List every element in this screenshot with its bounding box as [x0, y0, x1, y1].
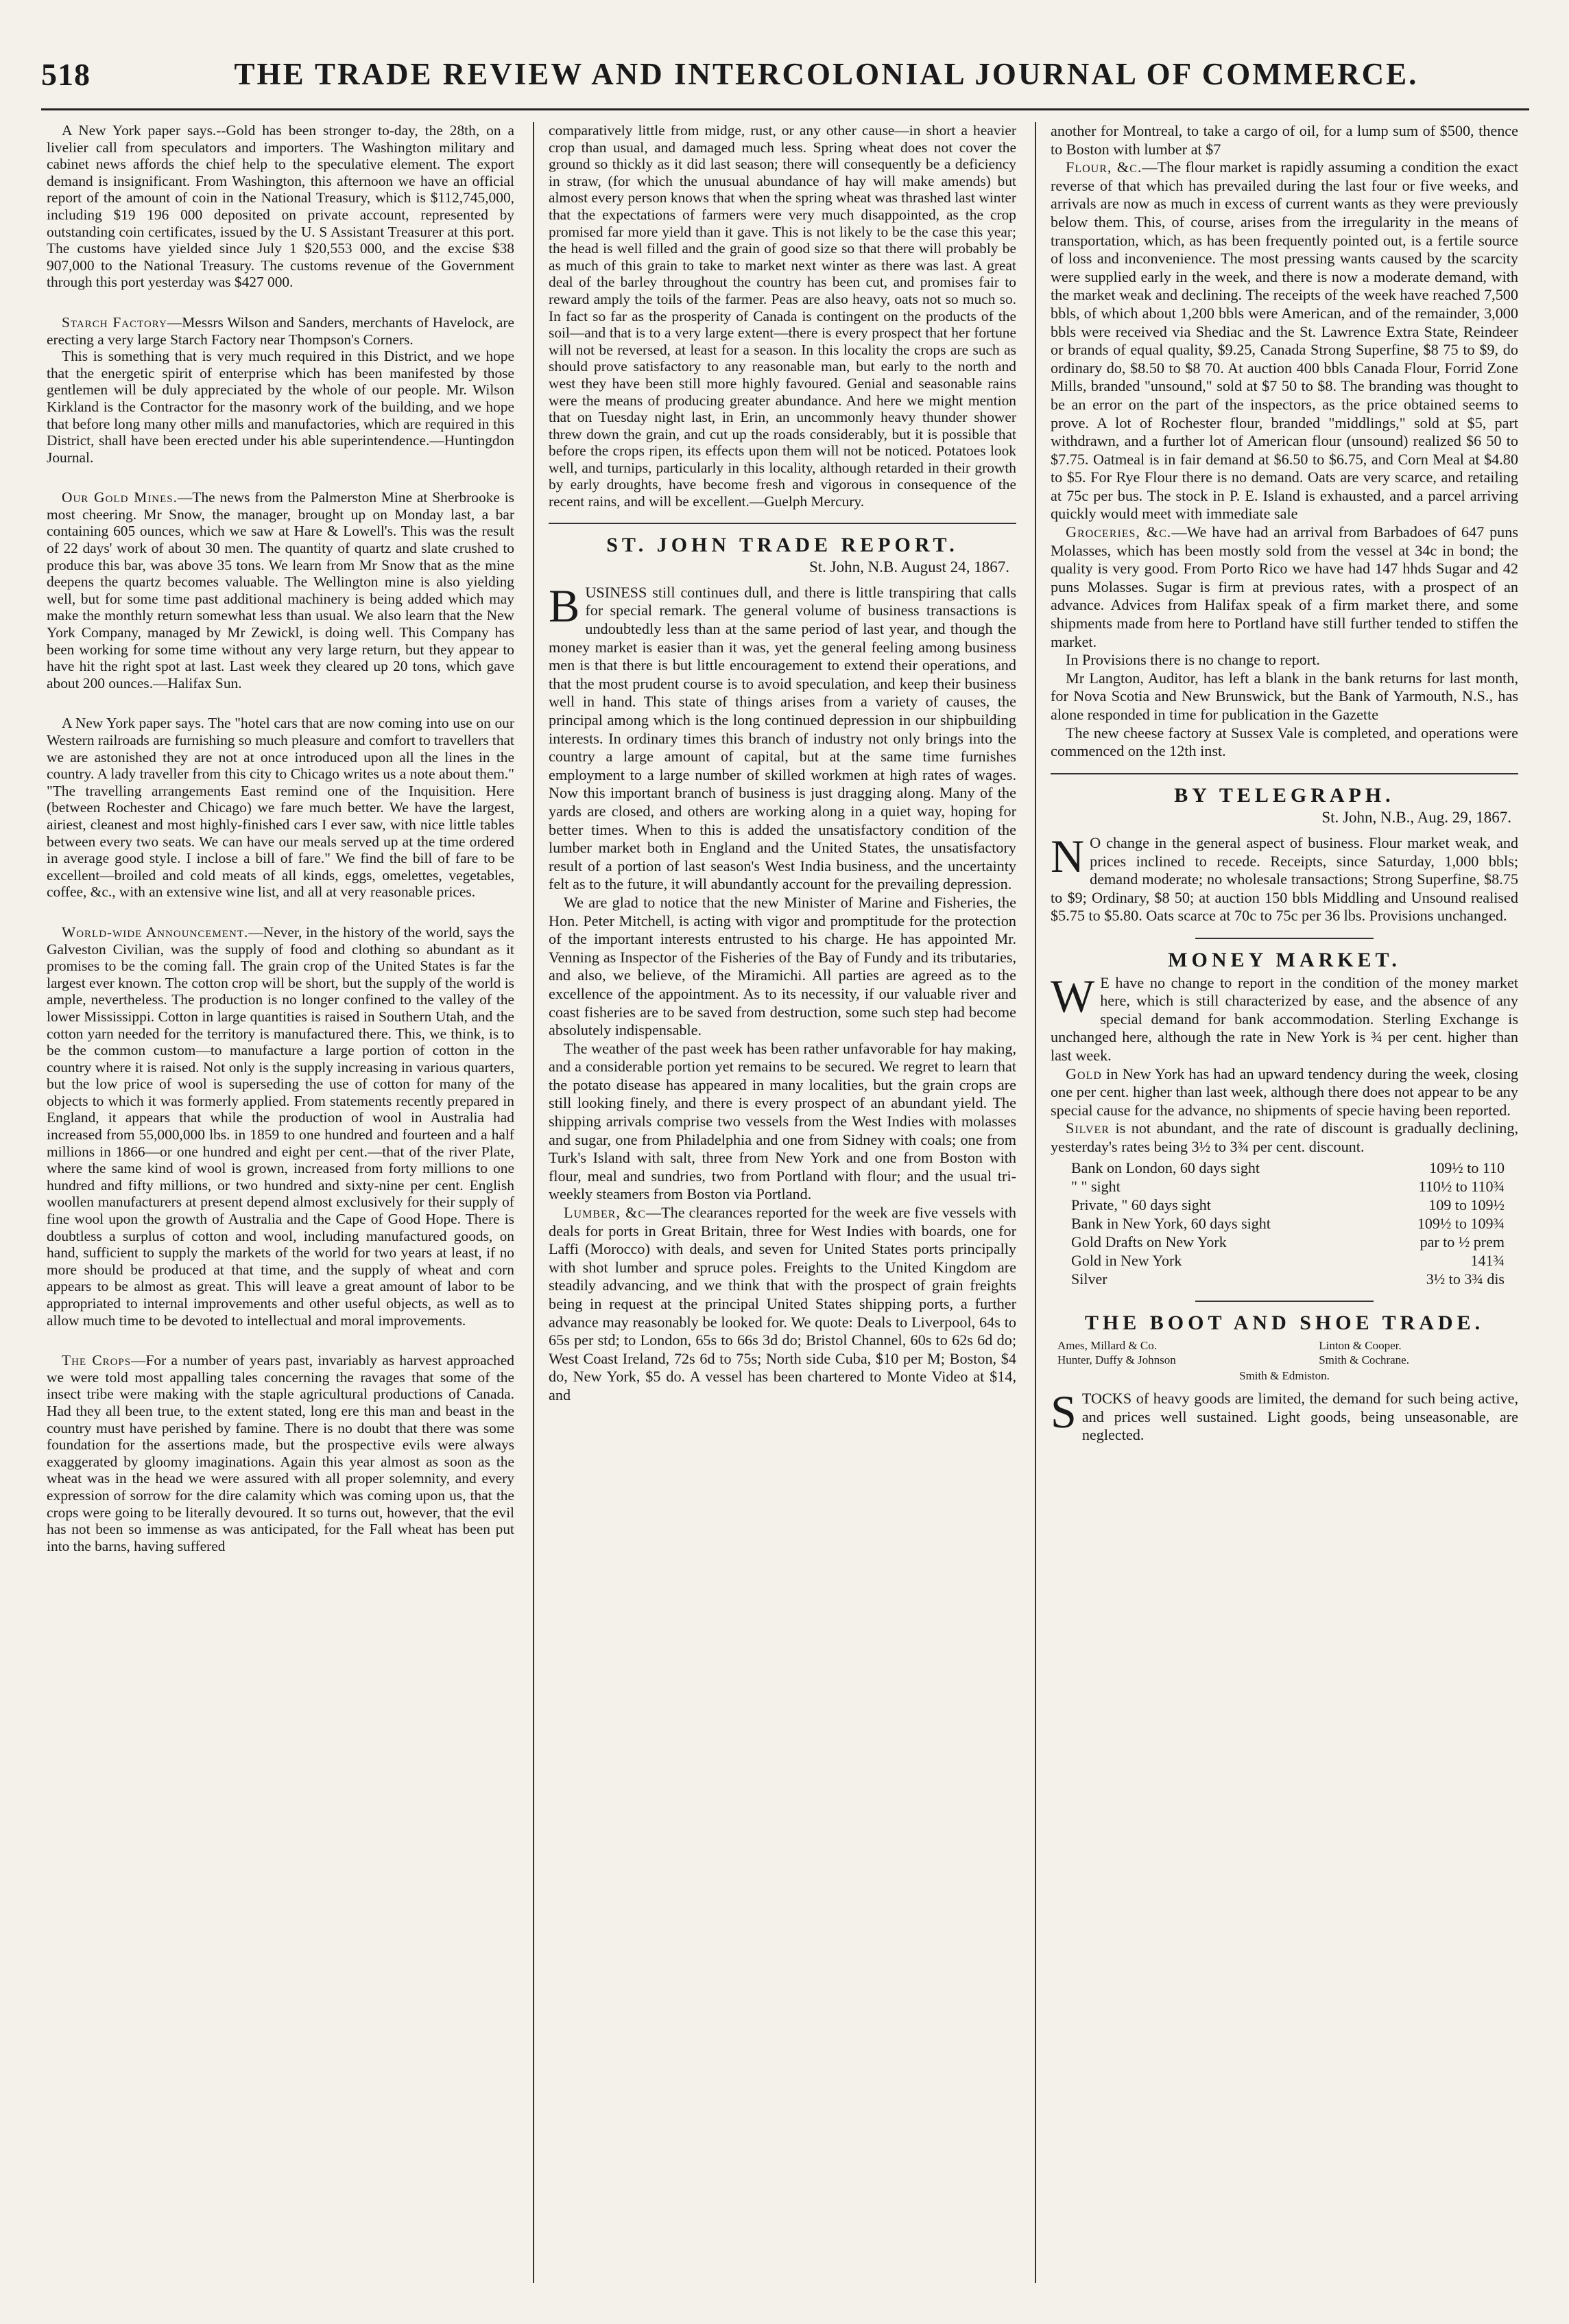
telegraph-paragraph	[1051, 829, 1518, 925]
crops-paragraph	[47, 1352, 514, 1554]
rate-label: Bank on London, 60 days sight	[1071, 1159, 1260, 1177]
provisions-paragraph: In Provisions there is no change to report.	[1066, 651, 1320, 669]
gold-mines-paragraph	[47, 489, 514, 691]
journal-title: THE TRADE REVIEW AND INTERCOLONIAL JOURNAL OF COMMERCE.	[234, 57, 1419, 91]
boot-text: TOCKS of heavy goods are limited, the demand for such being active, and prices well sustained. Light goods, being unseasonable, are neglected.	[1081, 1390, 1518, 1444]
section-rule	[549, 523, 1016, 524]
cheese-paragraph: The new cheese factory at Sussex Vale is completed, and operations were commenced on the 12th inst.	[1051, 724, 1518, 760]
groceries-lead: Groceries, &c.	[1066, 523, 1172, 541]
rate-label: Private, " 60 days sight	[1071, 1196, 1211, 1214]
rate-value: 109½ to 110	[1429, 1159, 1505, 1177]
rate-row	[1051, 1214, 1518, 1233]
rate-row	[1051, 1177, 1518, 1196]
st-john-paragraph-1	[549, 579, 1016, 894]
lumber-continued-paragraph: another for Montreal, to take a cargo of oil, for a lump sum of $500, thence to Boston with lumber at $7	[1051, 122, 1518, 158]
rate-row	[1051, 1251, 1518, 1270]
page-number: 518	[41, 57, 91, 92]
langton-paragraph: Mr Langton, Auditor, has left a blank in the bank returns for last month, for Nova Scotia and New Brunswick, but the Bank of Yarmouth, N.S., has alone responded in time for publication in the Gazette	[1051, 669, 1518, 723]
rate-row	[1051, 1270, 1518, 1288]
st-john-dropcap: B	[549, 579, 580, 632]
silver-lead: Silver	[1066, 1119, 1110, 1137]
header-rule	[41, 108, 1529, 110]
flour-lead: Flour, &c.	[1066, 158, 1142, 176]
groceries-paragraph	[1051, 523, 1518, 651]
gold-paragraph	[1051, 1065, 1518, 1120]
st-john-text-1: USINESS still continues dull, and there is little transpiring that calls for special remark. The general volume of business transactions is undoubtedly less than at the same period of last year, and though the money market is easier than it was, yet the general feeling among business men is that there is but little encouragement to extend their operations, and that the most prudent course is to avoid speculation, and keep their business well in hand. This state of things arises from a variety of causes, the principal among which is the long continued depression in our shipbuilding interests. In ordinary times this branch of industry not only brings into the country a large amount of capital, but at the same time furnishes employment to a large number of skilled workmen at high rates of wages. Now this important branch of business is just dragging along. Many of the yards are closed, and others are working along in a quiet way, hoping for better times. When to this is added the unsatisfactory condition of the lumber market both in England and the United States, the unsatisfactory result of a portion of last season's West India business, and the uncertainty felt as to the future, it will abundantly account for the prevailing depression.	[549, 583, 1016, 893]
column-divider-2	[1035, 122, 1036, 2283]
flour-paragraph	[1051, 158, 1518, 523]
starch-factory-text: —Messrs Wilson and Sanders, merchants of Havelock, are erecting a very large Starch Factory near Thompson's Corners.	[47, 313, 514, 348]
money-market-heading: MONEY MARKET.	[1168, 948, 1401, 971]
rate-value: 109½ to 109¾	[1417, 1215, 1505, 1233]
gold-text: in New York has had an upward tendency during the week, closing one per cent. higher than last week, although there does not appear to be any special cause for the advance, no shipments of specie having been reported.	[1051, 1065, 1518, 1119]
groceries-text: —We have had an arrival from Barbadoes of 647 puns Molasses, which has been mostly sold from the vessel at 34c in bond; the quality is very good. From Porto Rico we have had 147 hhds Sugar and 42 puns Molasses. Sugar is firm at previous rates, with a prospect of an advance. Advices from Halifax speak of a firm market there, and some shipments made from here to Portland have still further tended to stiffen the market.	[1051, 523, 1518, 650]
section-rule	[1195, 938, 1374, 939]
telegraph-dateline: St. John, N.B., Aug. 29, 1867.	[1321, 809, 1511, 827]
section-rule	[1051, 773, 1518, 774]
firms-center: Smith & Edmiston.	[1239, 1369, 1330, 1383]
rate-value: par to ½ prem	[1420, 1233, 1505, 1251]
starch-factory-paragraph	[47, 314, 514, 348]
rate-label: Bank in New York, 60 days sight	[1071, 1215, 1271, 1233]
rate-label: Silver	[1071, 1270, 1107, 1288]
telegraph-text: O change in the general aspect of business. Flour market weak, and prices inclined to recede. Receipts, since Saturday, 1,000 bbls; demand moderate; no wholesale transactions; Strong Superfine, $8.75 to $9; Ordinary, $8 50; at auction 150 bbls Middling and Unsound realised $5.75 to $5.80. Oats scarce at 70c to 75c per 36 lbs. Provisions unchanged.	[1051, 833, 1518, 925]
boot-shoe-heading: THE BOOT AND SHOE TRADE.	[1084, 1312, 1485, 1335]
rate-label: " " sight	[1071, 1178, 1121, 1196]
rate-label: Gold in New York	[1071, 1252, 1182, 1270]
boot-shoe-paragraph	[1051, 1386, 1518, 1445]
rate-value: 110½ to 110¾	[1418, 1178, 1505, 1196]
crops-lead: The Crops	[62, 1352, 132, 1369]
firms-right: Linton & Cooper. Smith & Cochrane.	[1319, 1339, 1409, 1367]
money-text: E have no change to report in the condition of the money market here, which is still characterized by ease, and the absence of any special demand for bank accommodation. Sterling Exchange is unchanged here, although the rate in New York is ¾ per cent. higher than last week.	[1051, 973, 1518, 1064]
column-2	[549, 122, 1016, 2290]
column-3	[1051, 122, 1518, 2290]
rate-row	[1051, 1233, 1518, 1251]
st-john-trade-report-heading: ST. JOHN TRADE REPORT.	[606, 533, 959, 556]
gold-mines-lead: Our Gold Mines.	[62, 489, 178, 506]
column-1	[47, 122, 514, 2290]
st-john-paragraph-3: The weather of the past week has been rather unfavorable for hay making, and a considerable portion yet remains to be secured. We regret to learn that the potato disease has appeared in many localities, but the grain crops are still looking finely, and there is every prospect of an abundant yield. The shipping arrivals comprise two vessels from the West Indies with molasses and sugar, one from Philadelphia and one from Sidney with coals; one from Turk's Island with salt, three from New York and one from Boston with flour, meal and sundries, two from Portland with flour; and the usual tri-weekly steamers from Boston via Portland.	[549, 1039, 1016, 1203]
page-header	[41, 54, 1529, 96]
rate-value: 141¾	[1470, 1252, 1505, 1270]
starch-factory-lead: Starch Factory	[62, 313, 167, 331]
gold-news-paragraph: A New York paper says.--Gold has been stronger to-day, the 28th, on a livelier call from speculators and importers. The Washington military and cabinet news affords the chief help to the speculative element. The export demand is insignificant. From Washington, this afternoon we have an official report of the amount of coin in the National Treasury, which is $112,745,000, including $19 196 000 deposited on private account, represented by outstanding coin certificates, issued by the U. S Assistant Treasurer at this port. The customs have yielded since July 1 $20,553 000, and the excise $38 907,000 to the National Treasury. The customs revenue of the Government through this port yesterday was $427 000.	[47, 122, 514, 291]
money-dropcap: W	[1051, 969, 1095, 1022]
crops-continued-paragraph: comparatively little from midge, rust, or any other cause—in short a heavier crop than usual, and damaged much less. Spring wheat does not cover the ground so thickly as it did last season; there will consequently be a deficiency in straw, (for which the unusual abundance of hay will make amends) but almost every person knows that when the spring wheat was thrashed last winter that the expectations of farmers were very much disappointed, as the crop promised far more yield than it gave. This is not likely to be the case this year; the head is well filled and the grain of good size so that there will probably be as much of this grain to take to market next winter as there was last. A great deal of the barley throughout the country has been cut, and promises fair to reward amply the toils of the farmer. Peas are also heavy, oats not so much so. In fact so far as the prosperity of Canada is contingent on the products of the soil—and that is to a very large extent—there is every prospect that her fortune will not be reversed, at least for a season. In this locality the crops are such as should prove satisfactory to any reasonable man, but early to the north and west they have been still more highly favoured. Genial and seasonable rains were the means of producing greater abundance. And here we might mention that on Tuesday night last, in Erin, an uncommonly heavy thunder shower threw down the grain, and cut up the roads considerably, but it is possible that before the crops ripen, its effects upon them will not be noticed. Potatoes look well, and turnips, particularly in this locality, although retarded in their growth by early droughts, have become fresh and vigorous in consequence of the recent rains, and will be excellent.—Guelph Mercury.	[549, 122, 1016, 510]
hotel-cars-paragraph: A New York paper says. The "hotel cars that are now coming into use on our Western railroads are furnishing so much pleasure and comfort to travellers that we are astonished they are not at once introduced upon all the lines in the country. A lady traveller from this city to Chicago writes us a note about them." "The travelling arrangements East remind one of the Inquisition. Here (between Rochester and Chicago) we fare much better. We have the largest, airiest, cleanest and most highly-finished cars I ever saw, with nice little tables between every two seats. We can have our meals served up at the time ordered in average good style. I inclose a bill of fare." We find the bill of fare to be excellent—broiled and cold meats of all kinds, eggs, omelettes, vegetables, coffee, &c., with an extensive wine list, and all at very reasonable prices.	[47, 715, 514, 901]
telegraph-dropcap: N	[1051, 829, 1085, 882]
gold-lead: Gold	[1066, 1065, 1102, 1082]
section-rule	[1195, 1301, 1374, 1302]
rate-label: Gold Drafts on New York	[1071, 1233, 1227, 1251]
st-john-dateline: St. John, N.B. August 24, 1867.	[809, 558, 1009, 576]
worldwide-text: —Never, in the history of the world, says the Galveston Civilian, was the supply of food and clothing so abundant as it promises to be the coming fall. The grain crop of the United States is far the largest ever known. The cotton crop will be short, but the supply of the world is ample, nevertheless. The production is no longer confined to the valley of the lower Mississippi. Cotton in large quantities is raised in Southern Utah, and the cotton yarn needed for the territory is manufactured there. This, we think, is to be the common custom—to manufacture a large portion of cotton in the country where it is raised. Not only is the supply increasing in various quarters, but the low price of wool is superseding the use of cotton for many of the objects to which it was formerly applied. From statements recently prepared in England, it appears that while the production of wool in Australia had increased from 55,000,000 lbs. in 1859 to one hundred and fourteen and a half millions in 1866—or one hundred and eight per cent.—that of the river Plate, where the same kind of wool is grown, increased from forty millions to one hundred and fifty millions, or two hundred and sixty-nine per cent. English woollen manufacturers at present depend almost exclusively for their supply of fine wool upon the growth of Australia and the Cape of Good Hope. There is doubtless a surplus of cotton and wool, including manufactured goods, on hand, sufficient to supply the markets of the world for two years at least, if no more should be produced at that time, and the supply of wheat and corn appears to be almost as great. This will leave a great amount of labor to be appropriated to internal improvements and other useful objects, as well as to allow much time to be devoted to intellectual and moral improvements.	[47, 923, 514, 1329]
boot-dropcap: S	[1051, 1386, 1077, 1438]
lumber-paragraph	[549, 1204, 1016, 1405]
worldwide-lead: World-wide Announcement.	[62, 923, 249, 940]
crops-text: —For a number of years past, invariably as harvest approached we were told most appalling tales concerning the ravages that some of the insect tribe were making with the staple agricultural productions of Canada. Had they all been true, to the extent stated, long ere this man and beast in the country must have perished by famine. There is no doubt that there was some foundation for the assertions made, but the prospective evils were always exaggerated by gloomy imaginations. Again this year almost as soon as the wheat was in the head we were assured with all proper solemnity, and every expression of sorrow for the dire calamity which was coming upon us, that the crops were going to be literally devoured. It so turns out, however, that the evil has not been so immense as was anticipated, for the Fall wheat has been put into the barns, having suffered	[47, 1352, 514, 1554]
silver-paragraph	[1051, 1119, 1518, 1156]
lumber-text: —The clearances reported for the week are five vessels with deals for ports in Great Britain, three for West Indies with boards, one for Laffi (Morocco) with deals, and seven for United States ports principally with shot lumber and spruce poles. Freights to the United Kingdom are steadily advancing, and we think that with the prospect of grain freights being in request at the principal United States shipping ports, a further advance may reasonably be looked for. We quote: Deals to Liverpool, 64s to 65s per std; to London, 65s to 66s 3d do; Bristol Channel, 60s to 62s 6d do; West Coast Ireland, 72s 6d to 75s; North side Cuba, $10 per M; Boston, $4 do, New York, $5 do. A vessel has been chartered to Monte Video at $14, and	[549, 1204, 1016, 1403]
firms-list	[1051, 1337, 1518, 1384]
column-divider-1	[533, 122, 534, 2283]
rate-value: 3½ to 3¾ dis	[1426, 1270, 1505, 1288]
rate-row	[1051, 1196, 1518, 1214]
starch-factory-paragraph-2: This is something that is very much required in this District, and we hope that the energetic spirit of enterprise which has been manifested by those gentlemen will be duly appreciated by the whole of our people. Mr. Wilson Kirkland is the Contractor for the masonry work of the building, and we hope that before long many other mills and manufactories, which are required in this District, shall have been erected under his able superintendence.—Huntingdon Journal.	[47, 348, 514, 466]
telegraph-heading: BY TELEGRAPH.	[1174, 783, 1395, 807]
flour-text: —The flour market is rapidly assuming a condition the exact reverse of that which has prevailed during the last four or five weeks, and arrivals are now as much in excess of current wants as they were previously below them. This, of course, arises from the irregularity in the means of transportation, which, as has been frequently pointed out, is a fertile source of loss and inconvenience. The most pressing wants caused by the scarcity were supplied early in the week, and there is now a moderate demand, with the market weak and declining. The receipts of the week have reached 7,500 bbls, of which about 1,200 bbls were American, and of the remainder, 3,000 bbls were received via Shediac and the St. Lawrence Extra State, Reindeer or brands of equal quality, $9.25, Canada Strong Superfine, $8 75 to $9, do ordinary do, $8.50 to $8 70. At auction 400 bbls Canada Flour, Forrid Zone Mills, branded "unsound," sold at $7 50 to $8. The branding was thought to be an error on the part of the inspectors, as the price obtained seems to prove. A lot of Rochester flour, branded "middlings," sold at $5, part withdrawn, and a further lot of American flour (unsound) realized $6 50 to $7.75. Oatmeal is in fair demand at $6.50 to $6.75, and Corn Meal at $4.80 to $5. For Rye Flour there is no demand. Oats are very scarce, and retailing at 75c per bus. The stock in P. E. Island is exhausted, and a parcel arriving quickly would meet with immediate sale	[1051, 158, 1518, 523]
rate-row	[1051, 1159, 1518, 1177]
firms-left: Ames, Millard & Co. Hunter, Duffy & Johnson	[1057, 1339, 1176, 1367]
money-market-paragraph	[1051, 969, 1518, 1065]
silver-text: is not abundant, and the rate of discount is gradually declining, yesterday's rates being 3½ to 3¾ per cent. discount.	[1051, 1119, 1518, 1155]
worldwide-paragraph	[47, 924, 514, 1329]
lumber-lead: Lumber, &c	[564, 1204, 646, 1222]
st-john-paragraph-2: We are glad to notice that the new Minister of Marine and Fisheries, the Hon. Peter Mitchell, is acting with vigor and promptitude for the protection of the important interests entrusted to his charge. He has appointed Mr. Venning as Inspector of the Fisheries of the Bay of Fundy and its tributaries, and also, we believe, of the Miramichi. All parties are agreed as to the excellence of the appointment. As to its necessity, if our valuable river and coast fisheries are to be saved from destruction, some such step had become absolutely indispensable.	[549, 893, 1016, 1039]
exchange-rates-table	[1051, 1159, 1518, 1288]
rate-value: 109 to 109½	[1428, 1196, 1505, 1214]
gold-mines-text: —The news from the Palmerston Mine at Sherbrooke is most cheering. Mr Snow, the manager, brought up on Monday last, a bar containing 605 ounces, which we saw at Hare & Lowell's. This was the result of 22 days' work of about 30 men. The quantity of quartz and slate crushed to produce this bar, was above 35 tons. We learn from Mr Snow that as the mine deepens the quartz becomes valuable. The Wellington mine is also yielding well, but for some time past additional machinery is being added which may make the monthly return somewhat less than usual. We also learn that the New York Company, managed by Mr Zewickl, is doing well. This Company has been working for some time without any very large return, but they appear to have hit the right spot at last. Last week they cleared up 20 tons, which gave about 200 ounces.—Halifax Sun.	[47, 489, 514, 691]
